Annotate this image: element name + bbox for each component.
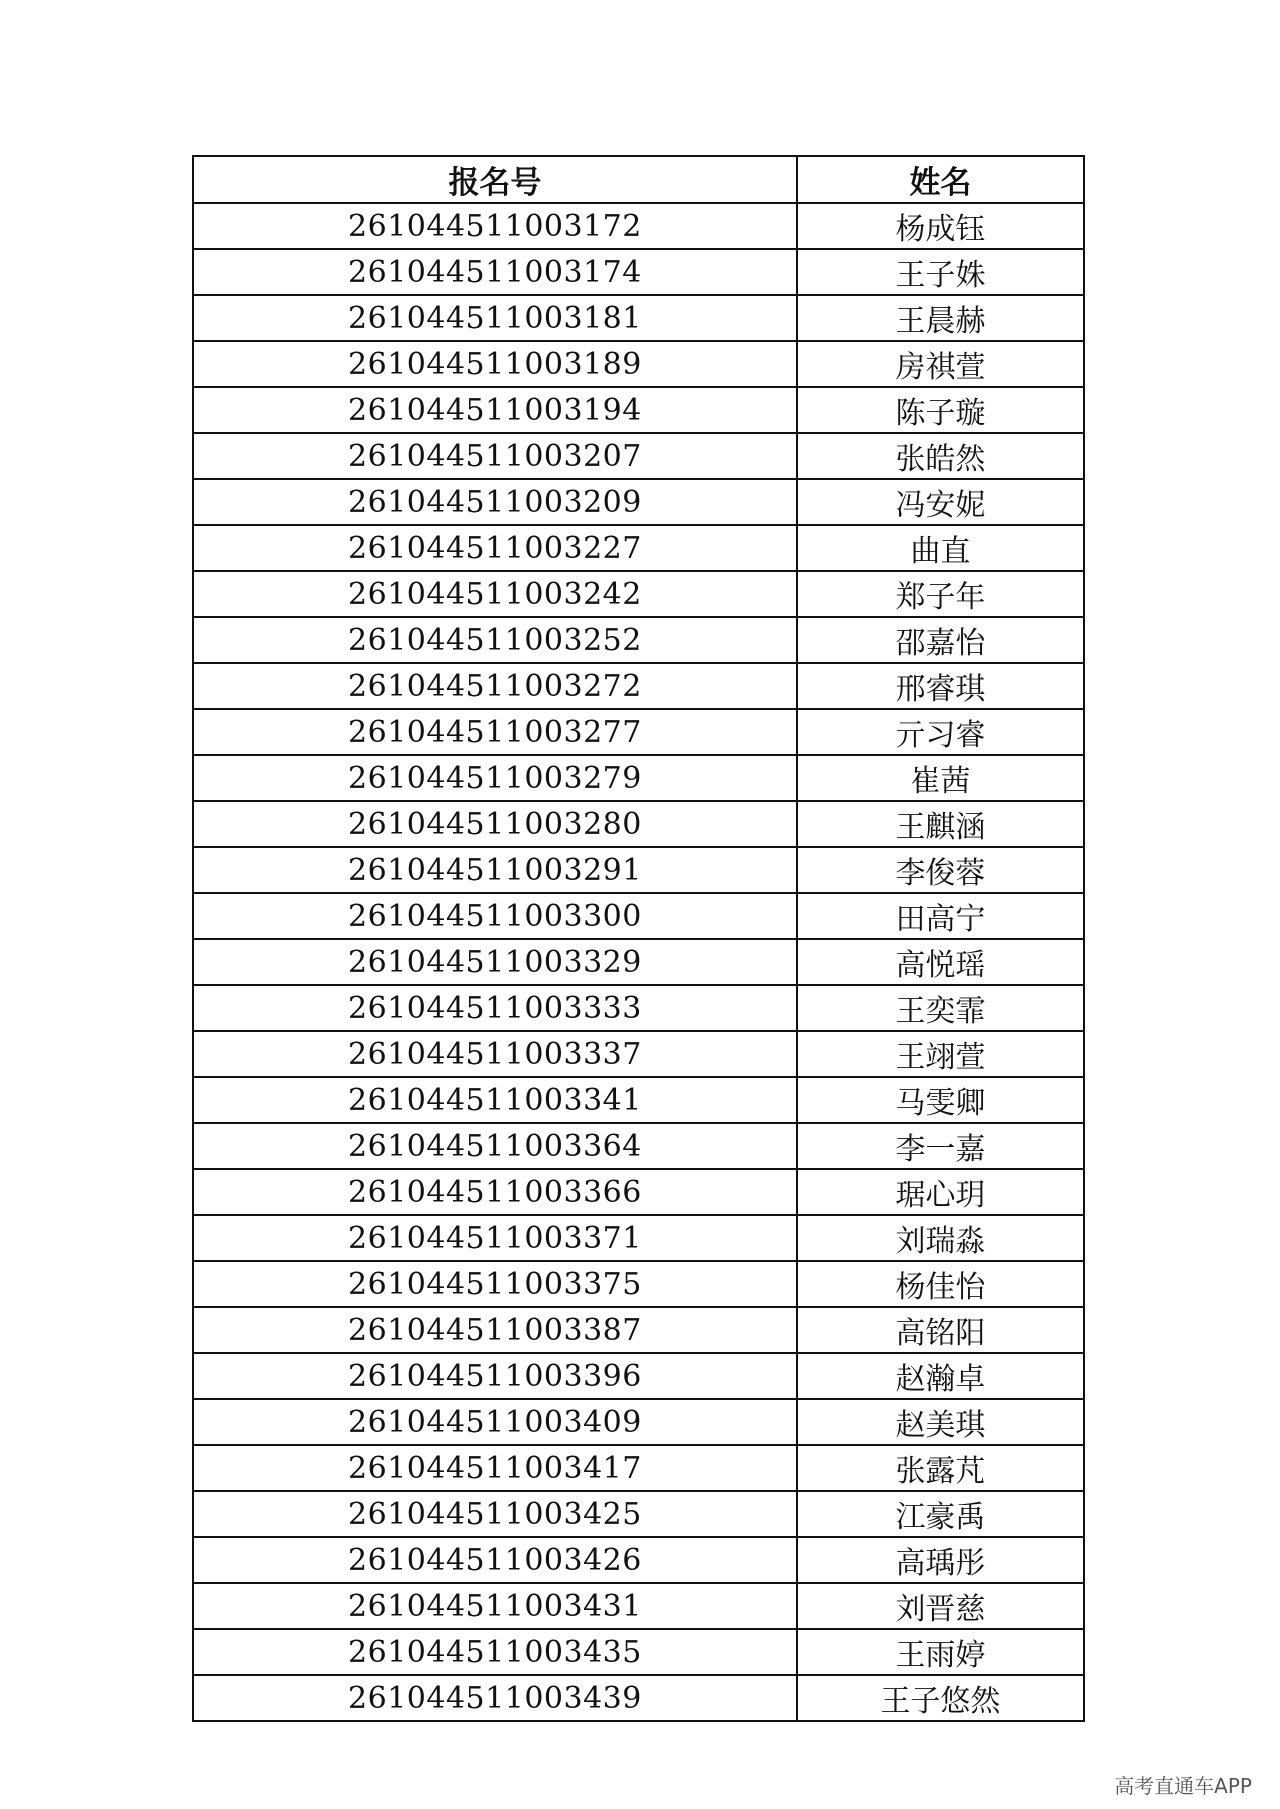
cell-name: 江豪禹	[797, 1491, 1084, 1537]
cell-name: 王雨婷	[797, 1629, 1084, 1675]
cell-registration-number: 261044511003337	[193, 1031, 797, 1077]
cell-name: 王奕霏	[797, 985, 1084, 1031]
cell-name: 杨成钰	[797, 203, 1084, 249]
table-row	[193, 893, 1084, 939]
cell-registration-number: 261044511003435	[193, 1629, 797, 1675]
table-row	[193, 1399, 1084, 1445]
cell-name: 邵嘉怡	[797, 617, 1084, 663]
table-row	[193, 939, 1084, 985]
cell-name: 冯安妮	[797, 479, 1084, 525]
table-row	[193, 1353, 1084, 1399]
cell-registration-number: 261044511003291	[193, 847, 797, 893]
cell-registration-number: 261044511003227	[193, 525, 797, 571]
cell-registration-number: 261044511003409	[193, 1399, 797, 1445]
table-header-row	[193, 156, 1084, 203]
table-row	[193, 1583, 1084, 1629]
header-name: 姓名	[797, 156, 1084, 203]
cell-name: 高瑀彤	[797, 1537, 1084, 1583]
cell-name: 邢睿琪	[797, 663, 1084, 709]
table-row	[193, 1031, 1084, 1077]
table-row	[193, 1675, 1084, 1721]
table-row	[193, 1215, 1084, 1261]
cell-name: 李一嘉	[797, 1123, 1084, 1169]
cell-name: 田高宁	[797, 893, 1084, 939]
table-row	[193, 1261, 1084, 1307]
table-row	[193, 1445, 1084, 1491]
cell-name: 王翊萱	[797, 1031, 1084, 1077]
cell-name: 崔茜	[797, 755, 1084, 801]
cell-registration-number: 261044511003341	[193, 1077, 797, 1123]
table-row	[193, 1307, 1084, 1353]
cell-registration-number: 261044511003174	[193, 249, 797, 295]
table-row	[193, 387, 1084, 433]
cell-registration-number: 261044511003364	[193, 1123, 797, 1169]
cell-registration-number: 261044511003280	[193, 801, 797, 847]
cell-registration-number: 261044511003375	[193, 1261, 797, 1307]
cell-registration-number: 261044511003396	[193, 1353, 797, 1399]
table-row	[193, 663, 1084, 709]
cell-name: 郑子年	[797, 571, 1084, 617]
cell-registration-number: 261044511003329	[193, 939, 797, 985]
cell-name: 刘晋慈	[797, 1583, 1084, 1629]
table-row	[193, 755, 1084, 801]
cell-registration-number: 261044511003439	[193, 1675, 797, 1721]
table-row	[193, 341, 1084, 387]
cell-name: 马雯卿	[797, 1077, 1084, 1123]
cell-registration-number: 261044511003431	[193, 1583, 797, 1629]
cell-name: 曲直	[797, 525, 1084, 571]
cell-name: 王子姝	[797, 249, 1084, 295]
registration-table	[192, 155, 1085, 1722]
cell-registration-number: 261044511003207	[193, 433, 797, 479]
cell-registration-number: 261044511003209	[193, 479, 797, 525]
table-row	[193, 1491, 1084, 1537]
cell-name: 刘瑞淼	[797, 1215, 1084, 1261]
table-row	[193, 1169, 1084, 1215]
cell-name: 王晨赫	[797, 295, 1084, 341]
table-row	[193, 1123, 1084, 1169]
table-row	[193, 801, 1084, 847]
cell-registration-number: 261044511003277	[193, 709, 797, 755]
cell-registration-number: 261044511003366	[193, 1169, 797, 1215]
table-row	[193, 709, 1084, 755]
table-row	[193, 479, 1084, 525]
cell-name: 高悦瑶	[797, 939, 1084, 985]
cell-registration-number: 261044511003252	[193, 617, 797, 663]
cell-name: 张露芃	[797, 1445, 1084, 1491]
header-registration-number: 报名号	[193, 156, 797, 203]
cell-name: 亓习睿	[797, 709, 1084, 755]
cell-registration-number: 261044511003371	[193, 1215, 797, 1261]
cell-name: 赵美琪	[797, 1399, 1084, 1445]
cell-registration-number: 261044511003426	[193, 1537, 797, 1583]
cell-name: 王子悠然	[797, 1675, 1084, 1721]
table-row	[193, 847, 1084, 893]
cell-registration-number: 261044511003189	[193, 341, 797, 387]
cell-name: 房祺萱	[797, 341, 1084, 387]
cell-registration-number: 261044511003333	[193, 985, 797, 1031]
cell-registration-number: 261044511003279	[193, 755, 797, 801]
cell-registration-number: 261044511003300	[193, 893, 797, 939]
watermark: 高考直通车APP	[1114, 1774, 1252, 1798]
cell-name: 琚心玥	[797, 1169, 1084, 1215]
cell-registration-number: 261044511003181	[193, 295, 797, 341]
cell-name: 高铭阳	[797, 1307, 1084, 1353]
table-body	[193, 203, 1084, 1721]
cell-name: 杨佳怡	[797, 1261, 1084, 1307]
cell-registration-number: 261044511003387	[193, 1307, 797, 1353]
table-row	[193, 1077, 1084, 1123]
cell-name: 王麒涵	[797, 801, 1084, 847]
table-row	[193, 571, 1084, 617]
table-row	[193, 1537, 1084, 1583]
table-row	[193, 985, 1084, 1031]
cell-registration-number: 261044511003272	[193, 663, 797, 709]
table-row	[193, 249, 1084, 295]
cell-name: 张皓然	[797, 433, 1084, 479]
table-row	[193, 433, 1084, 479]
cell-registration-number: 261044511003172	[193, 203, 797, 249]
cell-name: 赵瀚卓	[797, 1353, 1084, 1399]
cell-registration-number: 261044511003425	[193, 1491, 797, 1537]
cell-registration-number: 261044511003242	[193, 571, 797, 617]
table-row	[193, 525, 1084, 571]
cell-registration-number: 261044511003194	[193, 387, 797, 433]
cell-registration-number: 261044511003417	[193, 1445, 797, 1491]
table-row	[193, 295, 1084, 341]
table-row	[193, 617, 1084, 663]
table-row	[193, 1629, 1084, 1675]
cell-name: 李俊蓉	[797, 847, 1084, 893]
table-row	[193, 203, 1084, 249]
cell-name: 陈子璇	[797, 387, 1084, 433]
